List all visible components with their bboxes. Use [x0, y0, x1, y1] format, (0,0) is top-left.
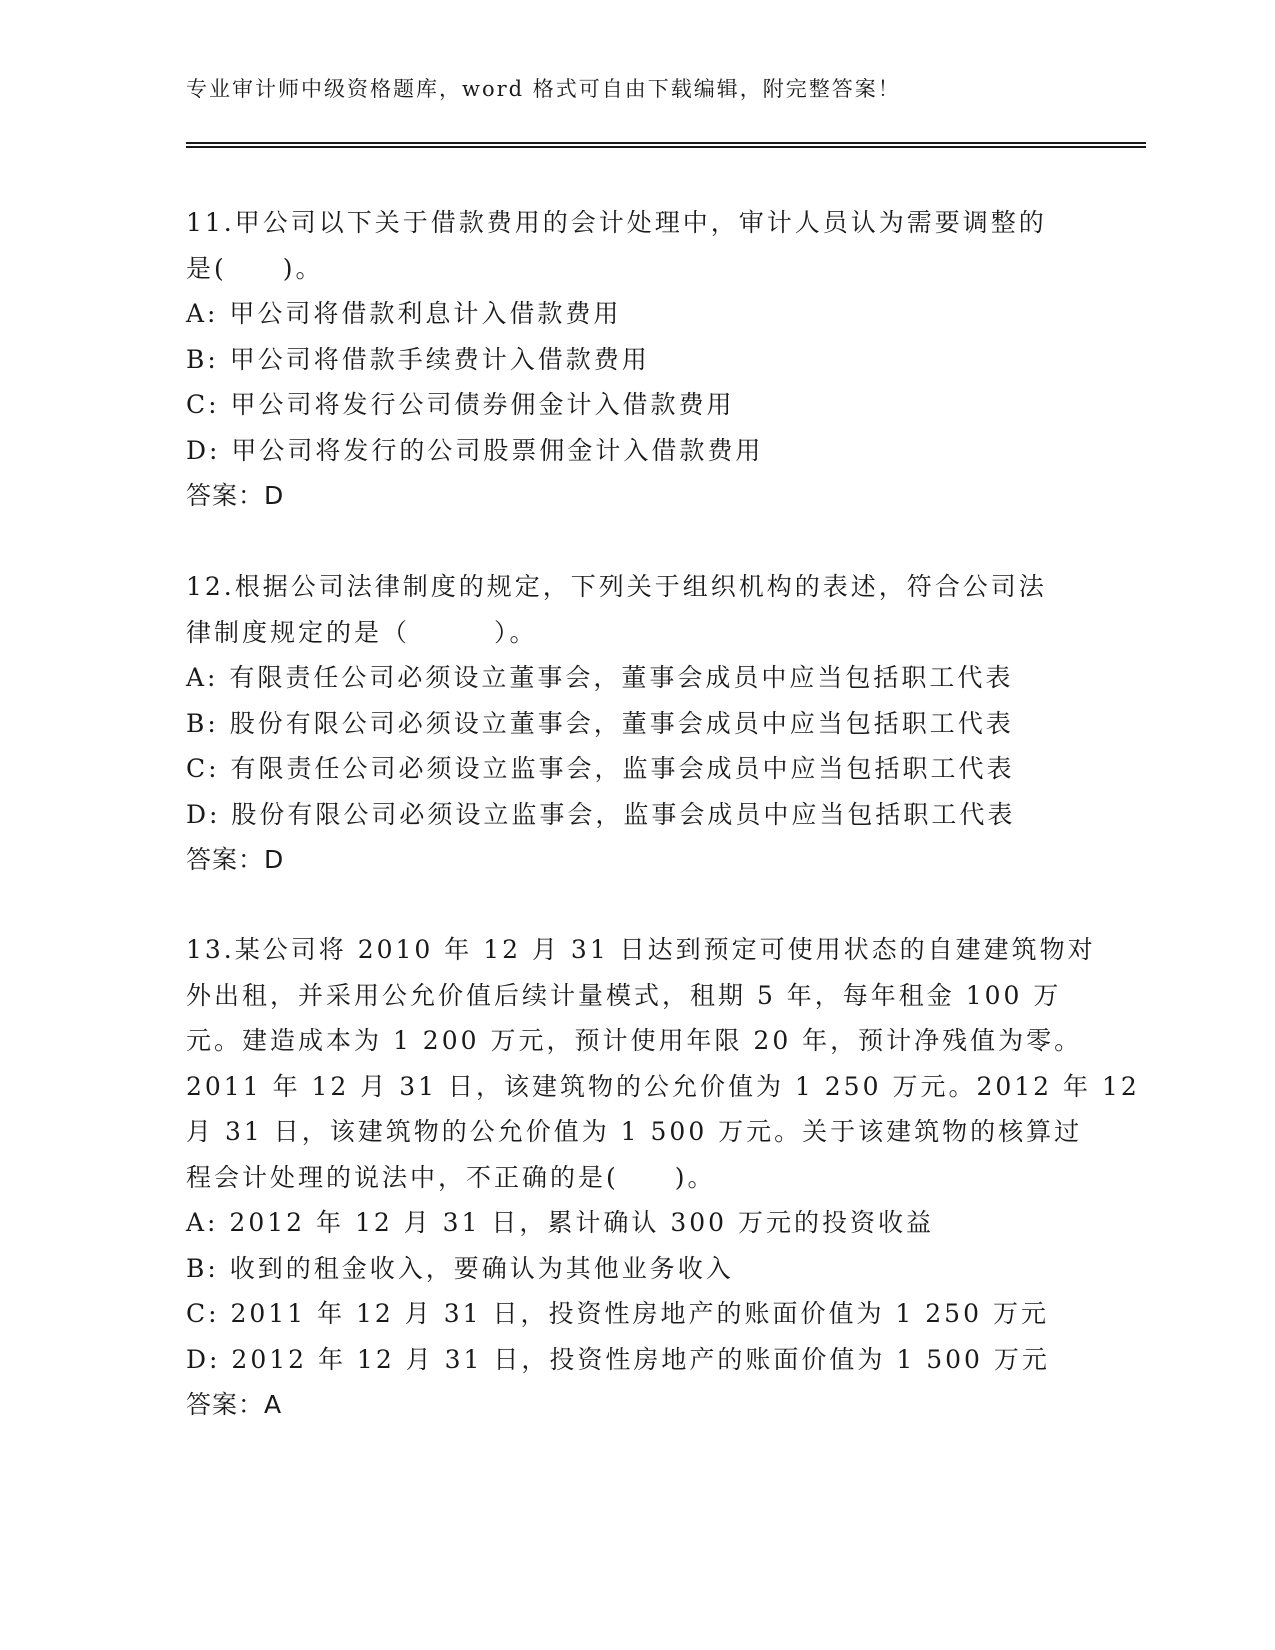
- option-b: B: 股份有限公司必须设立董事会，董事会成员中应当包括职工代表: [186, 708, 1014, 738]
- option-b: B: 甲公司将借款手续费计入借款费用: [186, 344, 650, 374]
- question-stem-line: 程会计处理的说法中，不正确的是( )。: [186, 1162, 716, 1192]
- answer: 答案：D: [186, 845, 285, 874]
- question-stem-line: 11.甲公司以下关于借款费用的会计处理中，审计人员认为需要调整的: [186, 208, 1047, 237]
- question-stem-line: 2011 年 12 月 31 日，该建筑物的公允价值为 1 250 万元。2012 年 12: [186, 1071, 1140, 1101]
- answer: 答案：A: [186, 1390, 283, 1419]
- page-header-text: 专业审计师中级资格题库，word 格式可自由下载编辑，附完整答案！: [186, 77, 901, 101]
- option-d: D: 2012 年 12 月 31 日，投资性房地产的账面价值为 1 500 万元: [186, 1344, 1050, 1374]
- question-stem-line: 13.某公司将 2010 年 12 月 31 日达到预定可使用状态的自建建筑物对: [186, 935, 1096, 964]
- question-11: [186, 200, 1066, 519]
- question-stem-line: 12.根据公司法律制度的规定，下列关于组织机构的表述，符合公司法: [186, 572, 1047, 601]
- answer: 答案：D: [186, 481, 285, 510]
- question-stem-line: 律制度规定的是（ ）。: [186, 617, 538, 647]
- option-a: A: 有限责任公司必须设立董事会，董事会成员中应当包括职工代表: [186, 663, 1014, 692]
- option-b: B: 收到的租金收入，要确认为其他业务收入: [186, 1253, 734, 1283]
- header-divider: [186, 142, 1146, 148]
- question-stem-line: 月 31 日，该建筑物的公允价值为 1 500 万元。关于该建筑物的核算过: [186, 1117, 1083, 1146]
- option-c: C: 2011 年 12 月 31 日，投资性房地产的账面价值为 1 250 万元: [186, 1299, 1049, 1328]
- question-stem-line: 外出租，并采用公允价值后续计量模式，租期 5 年，每年租金 100 万: [186, 980, 1062, 1010]
- option-a: A: 2012 年 12 月 31 日，累计确认 300 万元的投资收益: [186, 1208, 935, 1237]
- option-d: D: 甲公司将发行的公司股票佣金计入借款费用: [186, 435, 764, 465]
- option-a: A: 甲公司将借款利息计入借款费用: [186, 299, 622, 328]
- option-c: C: 甲公司将发行公司债券佣金计入借款费用: [186, 390, 735, 419]
- question-12: [186, 564, 1066, 883]
- question-stem-line: 是( )。: [186, 253, 324, 283]
- option-c: C: 有限责任公司必须设立监事会，监事会成员中应当包括职工代表: [186, 754, 1015, 783]
- option-d: D: 股份有限公司必须设立监事会，监事会成员中应当包括职工代表: [186, 799, 1016, 829]
- question-13: [186, 927, 1140, 1428]
- question-stem-line: 元。建造成本为 1 200 万元，预计使用年限 20 年，预计净残值为零。: [186, 1026, 1083, 1055]
